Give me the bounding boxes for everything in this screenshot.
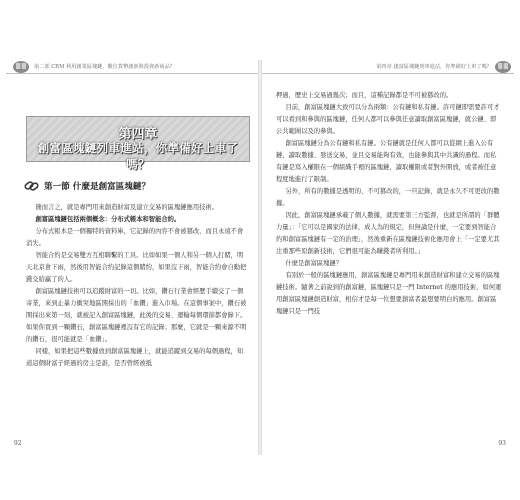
section-heading [24, 178, 249, 196]
paragraph: 同樣，如果把這些數據放到創富區塊鏈上，就能追蹤到交易的每個過程，知道這個財富子經過的房主是誰，是否曾經被抵 [26, 348, 244, 367]
paragraph: 因此，創富區塊鏈承載了個人數據，就需要第三方監督，也就是所謂的「群體力量」：「它可以是國家的法律，成人為的規定，但無論是什麼，一定要到智能合約和創富區塊鏈有一定的治理」，然後重新在區塊鏈技術化應用會上「一定要尤其注重那些原創新技術，它們很可能為賺錢者所利用。」 [276, 212, 500, 255]
paragraph: 押過，歷史上交易過幾次；而且，這種記錄都是不可被篡改的。 [276, 92, 453, 99]
chapter-banner [26, 116, 250, 171]
left-page [6, 60, 258, 455]
paragraph: 創富區塊鏈技術可以追蹤財富的一切。比如，鑽石行業會經歷手續交了一個寄業，來到止暴力衝突地區開採出的「血鑽」進入市場。在這個事案中，鑽石被開採出來第一刻，就被記入創富區塊鏈，此後的交易、運輸每個環節都會錄下。如果你買到一顆鑽石，創富區塊鏈裡沒有它的記錄；那麼，它就是一顆來源不明的鑽石，很可能就是「血鑽」。 [26, 288, 247, 343]
section-title: 第一節 什麼是創富區塊鏈？ [44, 182, 151, 192]
paragraph: 有別於一般的區塊鏈應用，創富區塊鏈是專門用來創造財富和建立交易的區塊鏈技術。隨著之前說到的創富鏈，區塊鏈只是一門 Internet 的應用技術，如何運用創富區塊鏈創造財富，相信才是每一位想要創富者最想要明白的應用。創富區塊鏈只是一門技 [276, 272, 502, 315]
chapter-number: 第四章 [118, 127, 158, 142]
paragraph: 目前，創富區塊鏈大致可以分為兩類：公有鏈和私有鏈。許可鏈即需要許可才可以看到和參與的區塊鏈，任何人都可以參與任意讀取創富區塊鏈，就公鏈、即公共範圍以及的參與。 [276, 104, 500, 135]
page-number-right: 93 [498, 440, 506, 447]
chapter-title: 創富區塊鏈列車進站，你準備好上車了嗎？ [37, 141, 239, 171]
right-body-text [276, 90, 502, 318]
left-running-header: 第二部 CRM 利用創業區塊鏈，數位貨幣創新與投資新商品？ [6, 60, 258, 74]
paragraph: 另外，所有的數據是透明的、不可篡改的，一旦記錄，就是永久不可更改的數據。 [276, 188, 500, 207]
book-logo-icon [494, 60, 512, 74]
paragraph: 簡而言之，就是專門用來創造財富及建立交易的區塊鏈應用技術。 [35, 204, 219, 211]
book-logo-icon [12, 60, 30, 74]
paragraph: 創富區塊鏈分為公有鏈和私有鏈。公有鏈就是任何人都可以從網上進入公有鏈，讀取數據、發送交易，並且交易能夠有效，也能參與其中共識的過程。而私有鏈是寫入權限在一個組織手裡的區塊鏈，讀取權限或者對外開放，或者被任意程度地進行了限制。 [276, 140, 497, 183]
chain-link-icon [24, 179, 40, 193]
left-body-text [26, 202, 248, 370]
paragraph-bold: 創富區塊鏈包括兩個概念：分布式帳本和智能合約。 [35, 216, 181, 223]
right-running-header: 第四章 創富區塊鏈列車進站，你準備好上車了嗎？ [262, 60, 514, 74]
paragraph: 什麼是創富區塊鏈？ [285, 260, 343, 267]
paragraph: 智能合約是交易雙方互相聯繫的工具。比如如果一個人和另一個人打賭，明天北京會下雨，然後用智能合約記錄這個賭約，如果沒下雨，智能合約會自動把錢交給贏了的人。 [26, 252, 247, 283]
page-number-left: 92 [14, 440, 22, 447]
right-page [262, 60, 514, 455]
paragraph: 分布式帳本是一個獨特的資料庫，它記錄的內容不會被篡改，而且永遠不會消失。 [26, 228, 244, 247]
